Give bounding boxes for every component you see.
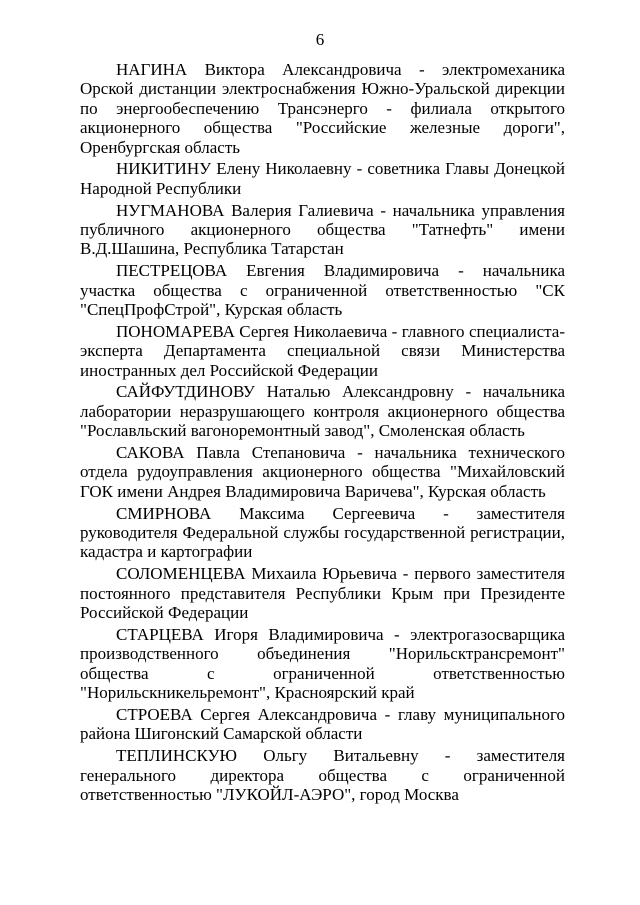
list-item: ПЕСТРЕЦОВА Евгения Владимировича - начальника участка общества с ограниченной ответственностью "СК "СпецПрофСтрой", Курская область <box>80 261 565 320</box>
list-item: СМИРНОВА Максима Сергеевича - заместителя руководителя Федеральной службы государственной регистрации, кадастра и картографии <box>80 503 565 562</box>
list-item: СОЛОМЕНЦЕВА Михаила Юрьевича - первого заместителя постоянного представителя Республики Крым при Президенте Российской Федерации <box>80 564 565 623</box>
award-list <box>80 60 565 807</box>
list-item: САКОВА Павла Степановича - начальника технического отдела рудоуправления акционерного общества "Михайловский ГОК имени Андрея Владимировича Варичева", Курская область <box>80 443 565 501</box>
list-item: ТЕПЛИНСКУЮ Ольгу Витальевну - заместителя генерального директора общества с ограниченной ответственностью "ЛУКОЙЛ-АЭРО", город Москва <box>80 746 565 804</box>
list-item: НИКИТИНУ Елену Николаевну - советника Главы Донецкой Народной Республики <box>80 159 565 198</box>
list-item: САЙФУТДИНОВУ Наталью Александровну - начальника лаборатории неразрушающего контроля акционерного общества "Рославльский вагоноремонтный завод", Смоленская область <box>80 382 565 441</box>
list-item: СТРОЕВА Сергея Александровича - главу муниципального района Шигонский Самарской области <box>80 704 565 744</box>
page-number: 6 <box>315 30 325 49</box>
list-item: НАГИНА Виктора Александровича - электромеханика Орской дистанции электроснабжения Южно-Уральской дирекции по энергообеспечению Трансэнерго - филиала открытого акционерного общества "Российские железные дороги", Оренбургская область <box>80 60 565 157</box>
list-item: ПОНОМАРЕВА Сергея Николаевича - главного специалиста-эксперта Департамента специальной связи Министерства иностранных дел Российской Федерации <box>80 321 565 380</box>
list-item: СТАРЦЕВА Игоря Владимировича - электрогазосварщика производственного объединения "Норильсктрансремонт" общества с ограниченной ответственностью "Норильскникельремонт", Красноярский край <box>80 624 565 703</box>
list-item: НУГМАНОВА Валерия Галиевича - начальника управления публичного акционерного общества "Татнефть" имени В.Д.Шашина, Республика Татарстан <box>80 200 565 259</box>
